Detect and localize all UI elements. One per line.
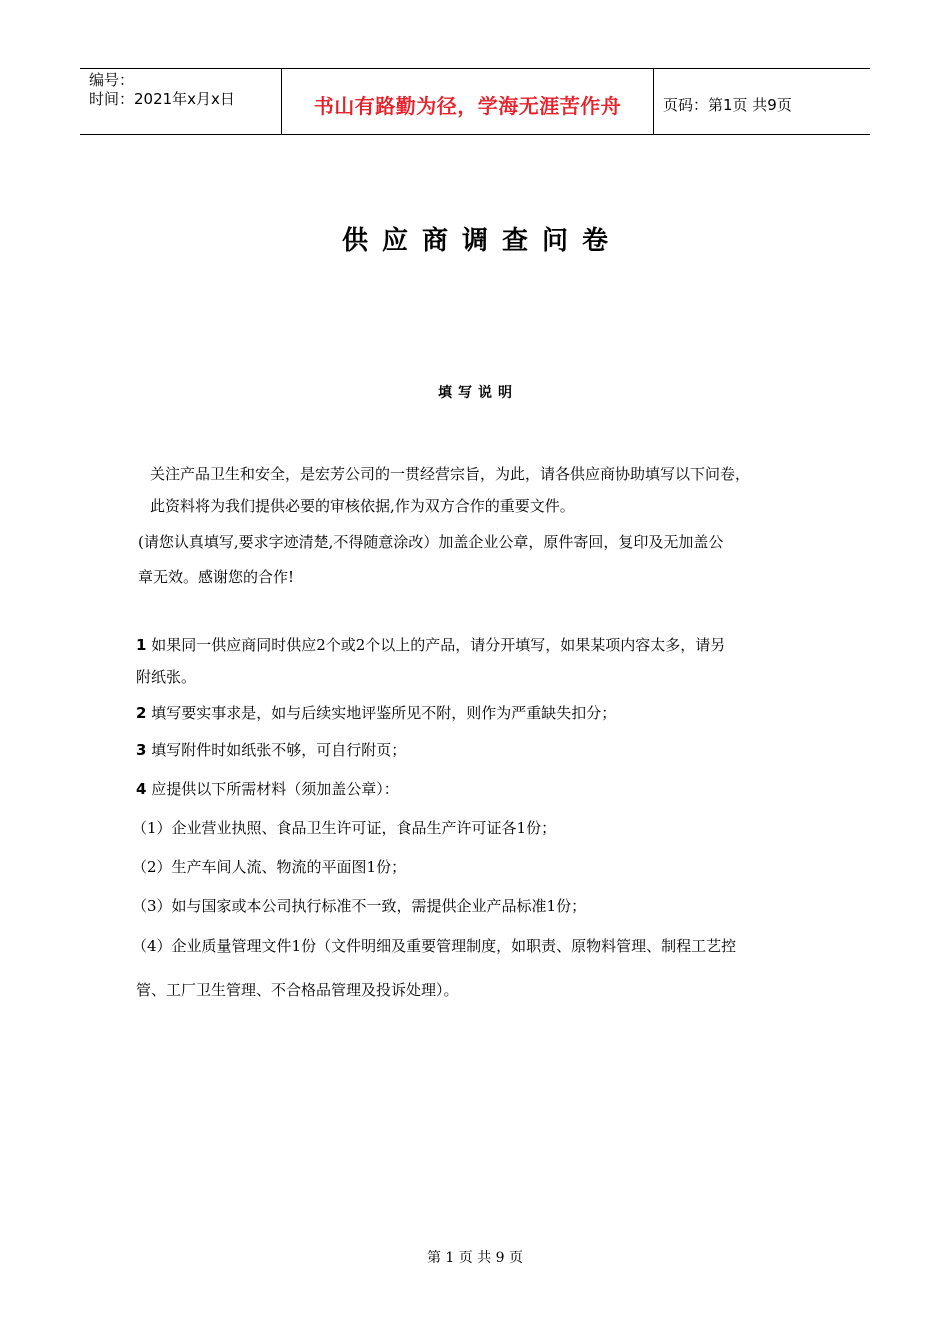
instruction-item-3-text: 填写附件时如纸张不够，可自行附页； xyxy=(151,741,407,759)
document-date-label: 时间：2021年x月x日 xyxy=(89,90,235,108)
material-item-4-continued: 管、工厂卫生管理、不合格品管理及投诉处理）。 xyxy=(136,981,459,999)
material-item-3: （3）如与国家或本公司执行标准不一致，需提供企业产品标准1份； xyxy=(132,897,587,915)
document-title: 供应商调查问卷 xyxy=(341,226,622,256)
material-item-2: （2）生产车间人流、物流的平面图1份； xyxy=(132,858,407,876)
material-item-1: （1）企业营业执照、食品卫生许可证，食品生产许可证各1份； xyxy=(132,819,557,837)
instruction-item-1-number: 1 xyxy=(136,636,147,654)
instruction-item-3 xyxy=(136,739,406,760)
header-motto-cell xyxy=(282,69,654,134)
intro-paragraph-2-line-1: (请您认真填写,要求字迹清楚,不得随意涂改）加盖企业公章，原件寄回，复印及无加盖公 xyxy=(138,533,724,551)
instruction-item-4-number: 4 xyxy=(136,780,147,798)
header-motto: 书山有路勤为径，学海无涯苦作舟 xyxy=(313,94,622,118)
instruction-item-2-text: 填写要实事求是，如与后续实地评鉴所见不附，则作为严重缺失扣分； xyxy=(151,704,617,722)
instruction-item-1-text: 如果同一供应商同时供应2个或2个以上的产品，请分开填写，如果某项内容太多，请另 xyxy=(151,636,726,654)
material-item-4: （4）企业质量管理文件1份（文件明细及重要管理制度，如职责、原物料管理、制程工艺控 xyxy=(132,937,737,955)
intro-paragraph-2-line-2: 章无效。感谢您的合作! xyxy=(138,568,295,586)
document-number-label: 编号： xyxy=(89,71,135,89)
header-meta-cell xyxy=(80,69,282,134)
instruction-item-4 xyxy=(136,778,399,799)
instruction-item-2-number: 2 xyxy=(136,704,147,722)
instruction-item-3-number: 3 xyxy=(136,741,147,759)
intro-paragraph-1-line-1: 关注产品卫生和安全，是宏芳公司的一贯经营宗旨，为此，请各供应商协助填写以下问卷， xyxy=(150,465,751,483)
instruction-item-4-text: 应提供以下所需材料（须加盖公章）： xyxy=(151,780,399,798)
instruction-item-2 xyxy=(136,702,616,723)
instruction-item-1-continued: 附纸张。 xyxy=(136,668,197,686)
header-table xyxy=(80,68,870,135)
header-page-cell xyxy=(654,69,870,134)
intro-paragraph-1-line-2: 此资料将为我们提供必要的审核依据,作为双方合作的重要文件。 xyxy=(150,497,575,515)
section-title: 填写说明 xyxy=(438,385,518,401)
header-page-info: 页码：第1页 共9页 xyxy=(663,96,792,114)
instruction-item-1 xyxy=(136,634,725,655)
page-footer: 第 1 页 共 9 页 xyxy=(426,1250,524,1266)
